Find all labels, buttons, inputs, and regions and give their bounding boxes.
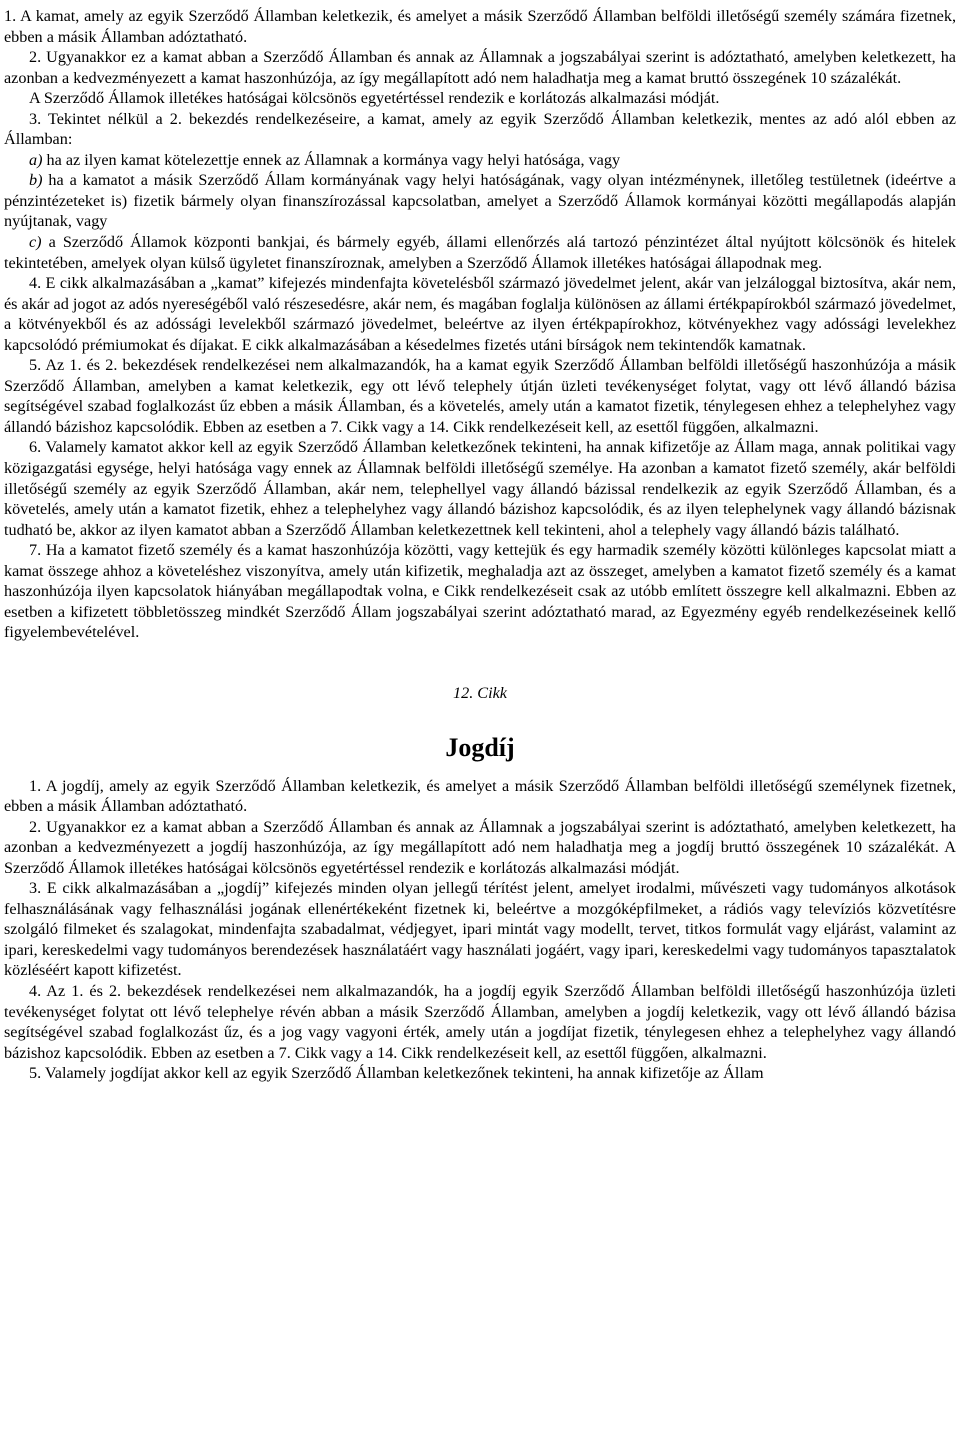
paragraph-11-2b: A Szerződő Államok illetékes hatóságai kölcsönös egyetértéssel rendezik e korlátozás alkalmazási módját. <box>29 89 720 108</box>
paragraph-12-5: 5. Valamely jogdíjat akkor kell az egyik Szerződő Államban keletkezőnek tekinteni, ha annak kifizetője az Állam <box>29 1064 764 1083</box>
item-text-b: ha a kamatot a másik Szerződő Állam kormányának vagy helyi hatóságának, vagy olyan intézménynek, illetőleg testületnek (ideértve a pénzintézeteket is) fizetik bármely olyan finanszírozással kapcsolatban, amelyet a Szerződő Államok kormányai közötti megállapodás alapján nyújtanak, vagy <box>4 171 956 231</box>
item-text-c: a Szerződő Államok központi bankjai, és bármely egyéb, állami ellenőrzés alá tartozó pénzintézet által nyújtott kölcsönök és hitelek tekintetében, amelyek olyan külső ügyletet finanszíroznak, amelyben a Szerződő Államok illetékes hatóságai állapodnak meg. <box>4 233 956 272</box>
item-label-a: a) <box>29 150 43 169</box>
item-text-a: ha az ilyen kamat kötelezettje ennek az Államnak a kormánya vagy helyi hatósága, vagy <box>42 150 621 169</box>
item-label-c: c) <box>29 233 42 252</box>
paragraph-11-1: 1. A kamat, amely az egyik Szerződő Államban keletkezik, és amelyet a másik Szerződő Államban belföldi illetőségű személy számára fizetnek, ebben a másik Államban adóztatható. <box>4 7 956 46</box>
paragraph-12-1: 1. A jogdíj, amely az egyik Szerződő Államban keletkezik, és amelyet a másik Szerződő Államban belföldi illetőségű személynek fizetnek, ebben a másik Államban adóztatható. <box>4 776 956 816</box>
paragraph-12-4: 4. Az 1. és 2. bekezdések rendelkezései nem alkalmazandók, ha a jogdíj egyik Szerződő Államban belföldi illetőségű haszonhúzója üzleti tevékenységet folytat ott lévő telephelye révén abban a másik Szerződő Államban, amelyben a jogdíj keletkezik, vagy ott lévő állandó bázisa segítségével szabad foglalkozást űz, és a jog vagy vagyoni érték, amely után a jogdíjat fizetik, ténylegesen ehhez a telephelyhez vagy állandó bázishoz kapcsolódik. Ebben az esetben a 7. Cikk vagy a 14. Cikk rendelkezéseit kell, az esettől függően, alkalmazni. <box>4 981 956 1062</box>
paragraph-12-2: 2. Ugyanakkor ez a kamat abban a Szerződő Államban és annak az Államnak a jogszabályai szerint is adóztatható, amelyben keletkezett, ha azonban a kedvezményezett a jogdíj haszonhúzója, az így megállapított adó nem haladhatja meg a jogdíj bruttó összegének 10 százalékát. A Szerződő Államok illetékes hatóságai kölcsönös egyetértéssel rendezik e korlátozás alkalmazási módját. <box>4 817 956 877</box>
paragraph-11-6: 6. Valamely kamatot akkor kell az egyik Szerződő Államban keletkezőnek tekinteni, ha annak kifizetője az Állam maga, annak politikai vagy közigazgatási egysége, helyi hatósága vagy ennek az Államnak belföldi illetőségű személye. Ha azonban a kamatot fizető személy, akár belföldi illetőségű személy az egyik Szerződő Államban, akár nem, telephellyel vagy állandó bázissal rendelkezik az egyik Szerződő Államban, és a követelés, amely után a kamatot fizetik, ehhez a telephelyhez vagy állandó bázishoz kapcsolódik, és az ilyen telephelynek vagy állandó bázisnak tudható be, akkor az ilyen kamatot abban a Szerződő Államban keletkezettnek kell tekinteni, ahol a telephely vagy állandó bázis található. <box>4 438 956 539</box>
paragraph-11-7: 7. Ha a kamatot fizető személy és a kamat haszonhúzója közötti, vagy kettejük és egy harmadik személy közötti különleges kapcsolat miatt a kamat összege ahhoz a követeléshez viszonyítva, amely után kifizetik, meghaladja azt az összeget, amelyben a kamatot fizető személy és a kamat haszonhúzója ilyen kapcsolatok hiányában megállapodtak volna, e Cikk rendelkezéseit csak az utóbb említett összegre kell alkalmazni. Ebben az esetben a kifizetett többletösszeg mindkét Szerződő Állam jogszabályai szerint adóztatható marad, az Egyezmény egyéb rendelkezéseinek kellő figyelembevételével. <box>4 541 956 642</box>
paragraph-11-5: 5. Az 1. és 2. bekezdések rendelkezései nem alkalmazandók, ha a kamat egyik Szerződő Államban belföldi illetőségű haszonhúzója a másik Szerződő Államban, amelyben a kamat keletkezik, egy ott lévő telephely útján üzleti tevékenységet folytat, vagy ott lévő állandó bázisa segítségével szabad foglalkozást űz ebben a másik Államban, és a követelés, amely után a kamatot fizetik, ténylegesen ehhez a telephelyhez vagy állandó bázishoz kapcsolódik. Ebben az esetben a 7. Cikk vagy a 14. Cikk rendelkezéseit kell, az esettől függően, alkalmazni. <box>4 356 956 436</box>
paragraph-11-4: 4. E cikk alkalmazásában a „kamat” kifejezés mindenfajta követelésből származó jövedelmet jelent, akár van jelzáloggal biztosítva, akár nem, és akár ad jogot az adós nyereségéből való részesedésre, akár nem, és magában foglalja különösen az állami értékpapírokból származó jövedelmet, a kötvényekből és az adóssági levelekből származó jövedelmet, beleértve az ilyen értékpapírokhoz, kötvényekhez vagy adóssági levelekhez kapcsolódó prémiumokat és díjakat. E cikk alkalmazásában a késedelmes fizetés utáni bírságok nem tekintendők kamatnak. <box>4 274 956 354</box>
item-label-b: b) <box>29 171 43 190</box>
article-number: 12. Cikk <box>453 683 507 702</box>
paragraph-11-3a <box>4 150 956 171</box>
paragraph-11-3: 3. Tekintet nélkül a 2. bekezdés rendelkezéseire, a kamat, amely az egyik Szerződő Államban keletkezik, mentes az adó alól ebben az Államban: <box>4 109 956 149</box>
article-title: Jogdíj <box>445 732 515 762</box>
paragraph-12-3: 3. E cikk alkalmazásában a „jogdíj” kifejezés minden olyan jellegű térítést jelent, amelyet irodalmi, művészeti vagy tudományos alkotások felhasználásának vagy felhasználási jogának ellenértékeként fizetnek ki, beleértve a mozgóképfilmeket, a rádiós vagy televíziós közvetítésre szolgáló filmeket és szalagokat, mindenfajta szabadalmat, védjegyet, ipari mintát vagy modellt, tervet, titkos formulát vagy eljárást, valamint az ipari, kereskedelmi vagy tudományos berendezések használatáért vagy használati jogáért, vagy ipari, kereskedelmi vagy tudományos tapasztalatok közléséért kapott kifizetést. <box>4 879 956 980</box>
paragraph-11-3b <box>4 170 956 232</box>
paragraph-11-2: 2. Ugyanakkor ez a kamat abban a Szerződő Államban és annak az Államnak a jogszabályai szerint is adóztatható, amelyben keletkezett, ha azonban a kedvezményezett a kamat haszonhúzója, az így megállapított adó nem haladhatja meg a kamat bruttó összegének 10 százalékát. <box>4 48 956 87</box>
paragraph-11-3c <box>4 232 956 273</box>
document-page <box>4 6 956 1084</box>
